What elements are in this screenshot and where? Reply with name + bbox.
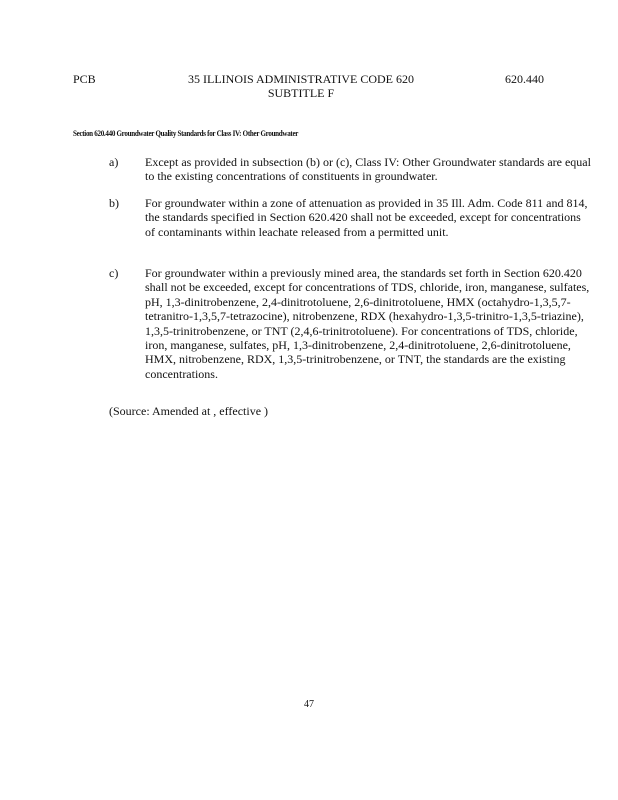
page-number: 47 (304, 699, 314, 710)
header-section-number: 620.440 (505, 72, 544, 86)
source-note: (Source: Amended at , effective ) (109, 404, 269, 418)
header-left: PCB (73, 72, 96, 86)
header-subtitle: SUBTITLE F (267, 86, 335, 100)
header-center (173, 72, 429, 100)
subsection-text: For groundwater within a zone of attenuation as provided in 35 Ill. Adm. Code 811 and 814, the standards specified in Section 620.420 shall not be exceeded, except for concentrations of contaminants within leachate released from a permitted unit. (145, 196, 588, 239)
subsection-marker: b) (109, 196, 119, 210)
section-title: Section 620.440 Groundwater Quality Standards for Class IV: Other Groundwater (73, 129, 299, 138)
header-title: 35 ILLINOIS ADMINISTRATIVE CODE 620 (188, 72, 414, 86)
subsection-marker: a) (109, 155, 119, 169)
subsection-text: For groundwater within a previously mined area, the standards set forth in Section 620.420 shall not be exceeded, except for concentrations of TDS, chloride, iron, manganese, sulfates, pH, 1,3-dinitrobenzene, 2,4-dinitrotoluene, 2,6-dinitrotoluene, HMX (octahydro-1,3,5,7-tetranitro-1,3,5,7-tetrazocine), nitrobenzene, RDX (hexahydro-1,3,5-trinitro-1,3,5-triazine), 1,3,5-trinitrobenzene, or TNT (2,4,6-trinitrotoluene). For concentrations of TDS, chloride, iron, manganese, sulfates, pH, 1,3-dinitrobenzene, 2,4-dinitrotoluene, 2,6-dinitrotoluene, HMX, nitrobenzene, RDX, 1,3,5-trinitrobenzene, or TNT, the standards are the existing concentrations. (145, 266, 590, 381)
subsection-marker: c) (109, 266, 119, 280)
subsection-text: Except as provided in subsection (b) or (c), Class IV: Other Groundwater standards are equal to the existing concentrations of constituents in groundwater. (145, 155, 591, 184)
